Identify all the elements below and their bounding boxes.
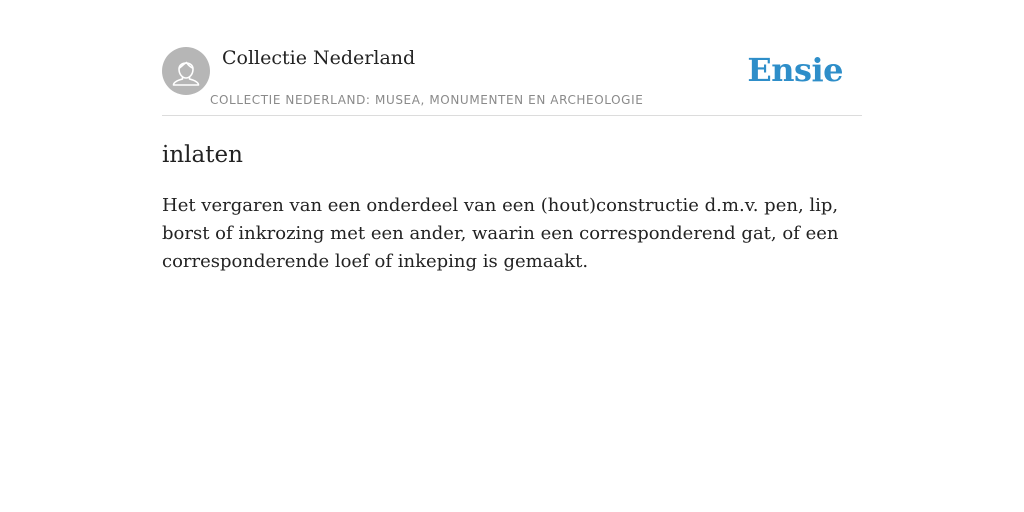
entry-card (162, 46, 862, 276)
term-definition: Het vergaren van een onderdeel van een (hout)constructie d.m.v. pen, lip, borst of inkrozing met een ander, waarin een corresponderend gat, of een corresponderende loef of inkeping is gemaakt. (162, 195, 839, 272)
term-title: inlaten (162, 142, 243, 168)
ensie-logo[interactable]: Ensie (747, 51, 843, 89)
source-label[interactable]: COLLECTIE NEDERLAND: MUSEA, MONUMENTEN EN ARCHEOLOGIE (210, 93, 644, 107)
user-icon (162, 47, 210, 95)
entry-header (162, 46, 862, 116)
author-name[interactable]: Collectie Nederland (222, 47, 416, 69)
avatar[interactable] (162, 47, 210, 95)
